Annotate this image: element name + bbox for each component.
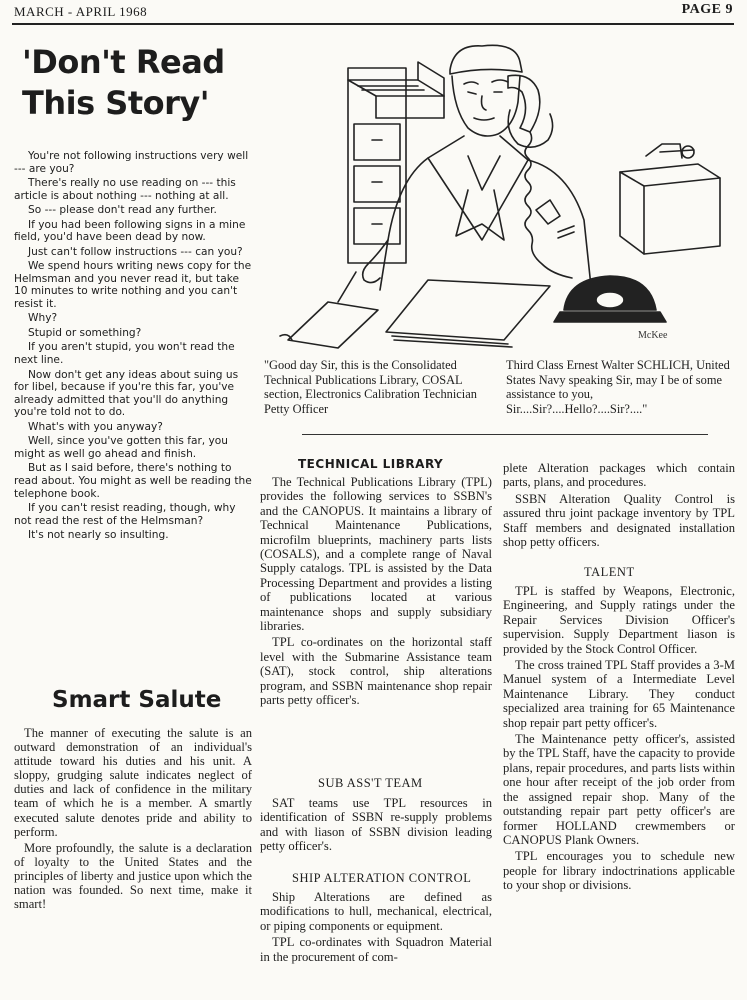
phone-cord [525,132,572,278]
caption-part-2: Third Class Ernest Walter SCHLICH, United States Navy speaking Sir, may I be of some assistance to you, Sir....Sir?....Hello?....Sir?...." [506,358,730,416]
paragraph: TPL encourages you to schedule new people for library indoctrinations applicable to your shop or divisions. [503,849,735,893]
caption-part-1: "Good day Sir, this is the Consolidated Technical Publications Library, COSAL section, Electronics Calibration Technician Petty Officer [264,358,477,416]
header-rule [12,23,734,25]
paragraph: The Maintenance petty officer's, assisted by the TPL Staff, have the capacity to provide plans, repair procedures, and parts lists within one hour after receipt of the job order from the assigned repair shop. Many of the outstanding repair part petty officer's are former HOLLAND crewmembers or CANOPUS Plank Owners. [503,732,735,847]
artist-signature: McKee [638,330,668,341]
headline-dont-read [22,42,252,124]
paragraph: If you can't resist reading, though, why not read the rest of the Helmsman? [14,502,236,527]
paragraph: TPL co-ordinates with Squadron Material in the procurement of com- [260,935,492,964]
section-title-talent: TALENT [584,565,635,579]
story2-body [14,726,252,913]
section-title-technical-library: TECHNICAL LIBRARY [298,457,444,471]
paragraph: plete Alteration packages which contain parts, plans, and procedures. [503,461,735,490]
paragraph: Why? [28,312,58,325]
techlib-continued [503,461,735,551]
paragraph: SAT teams use TPL resources in identification of SSBN re-supply problems and with liason of SSBN division leading petty officer's. [260,796,492,854]
subass-body [260,796,492,856]
techlib-body [260,475,492,710]
talent-body [503,584,735,895]
paragraph: TPL co-ordinates on the horizontal staff level with the Submarine Assistance team (SAT), stock control, ship alterations program, and SSBN maintenance shop repair parts petty officer's. [260,635,492,708]
paragraph: The Technical Publications Library (TPL) provides the following services to SSBN's and the CANOPUS. It maintains a library of Technical Maintenance Publications, microfilm blueprints, machinery parts lists (COSALS), and a complete range of Naval Supply catalogs. TPL is assisted by the Data Processing Department and provides a listing of publications located at various maintenance shops and supply subsidiary libraries. [260,475,492,634]
paragraph: There's really no use reading on --- this article is about nothing --- nothing at all. [14,177,236,202]
page-number: PAGE 9 [681,2,733,17]
paragraph: Just can't follow instructions --- can you? [28,245,243,258]
sailor-phone-illustration [268,40,736,356]
paragraph: Well, since you've gotten this far, you might as well go ahead and finish. [14,435,228,460]
issue-date: MARCH - APRIL 1968 [14,4,148,19]
rotary-phone [554,276,666,322]
headline-line-1: 'Don't Read [22,43,225,81]
paragraph: Ship Alterations are defined as modifications to hull, mechanical, electrical, or piping components or equipment. [260,890,492,933]
paragraph: TPL is staffed by Weapons, Electronic, Engineering, and Supply ratings under the Repair Services Division Officer's supervision. Supply Department liason is provided by the Stock Control Officer. [503,584,735,656]
story1-body [14,150,254,544]
paragraph: What's with you anyway? [28,420,163,433]
section-title-sub-asst-team: SUB ASS'T TEAM [318,776,423,790]
ship-alteration-body [260,890,492,966]
headline-smart-salute: Smart Salute [52,687,222,713]
caption-rule [302,434,708,435]
paragraph: The manner of executing the salute is an outward demonstration of an individual's attitude toward his duties and his unit. A sloppy, grudging salute indicates neglect of duties and lack of confidence in the military team of which he is a member. A smartly executed salute denotes pride and ability to perform. [14,726,252,839]
paragraph: We spend hours writing news copy for the Helmsman and you never read it, but take 10 minutes to write nothing and you can't resist it. [14,260,252,310]
paragraph: If you had been following signs in a mine field, you'd have been dead by now. [14,218,246,244]
filing-cabinet [348,62,444,263]
side-table [620,144,720,254]
paragraph: SSBN Alteration Quality Control is assured thru joint package inventory by TPL Staff members and designated installation shop petty officers. [503,491,735,550]
paragraph: Stupid or something? [28,326,142,339]
paragraph: So --- please don't read any further. [28,204,217,217]
headline-line-2: This Story' [22,84,210,122]
paragraph: Now don't get any ideas about suing us for libel, because if you're this far, you've already admitted that you'll do anything you're told not to do. [14,368,239,419]
paragraph: The cross trained TPL Staff provides a 3-M Manuel system of a Intermediate Level Maintenance Library. They conduct specialized area training for 65 Maintenance shop repair part petty officer's. [503,658,735,730]
section-title-ship-alteration: SHIP ALTERATION CONTROL [292,871,472,885]
desk-papers [280,280,550,348]
paragraph: If you aren't stupid, you won't read the next line. [14,341,235,367]
paragraph: You're not following instructions very well --- are you? [14,150,249,175]
paragraph: More profoundly, the salute is a declaration of loyalty to the United States and the principles of liberty and justice upon which the nation was founded. So next time, make it smart! [14,840,252,912]
paragraph: It's not nearly so insulting. [28,529,169,542]
paragraph: But as I said before, there's nothing to read about. You might as well be reading the telephone book. [14,462,252,500]
